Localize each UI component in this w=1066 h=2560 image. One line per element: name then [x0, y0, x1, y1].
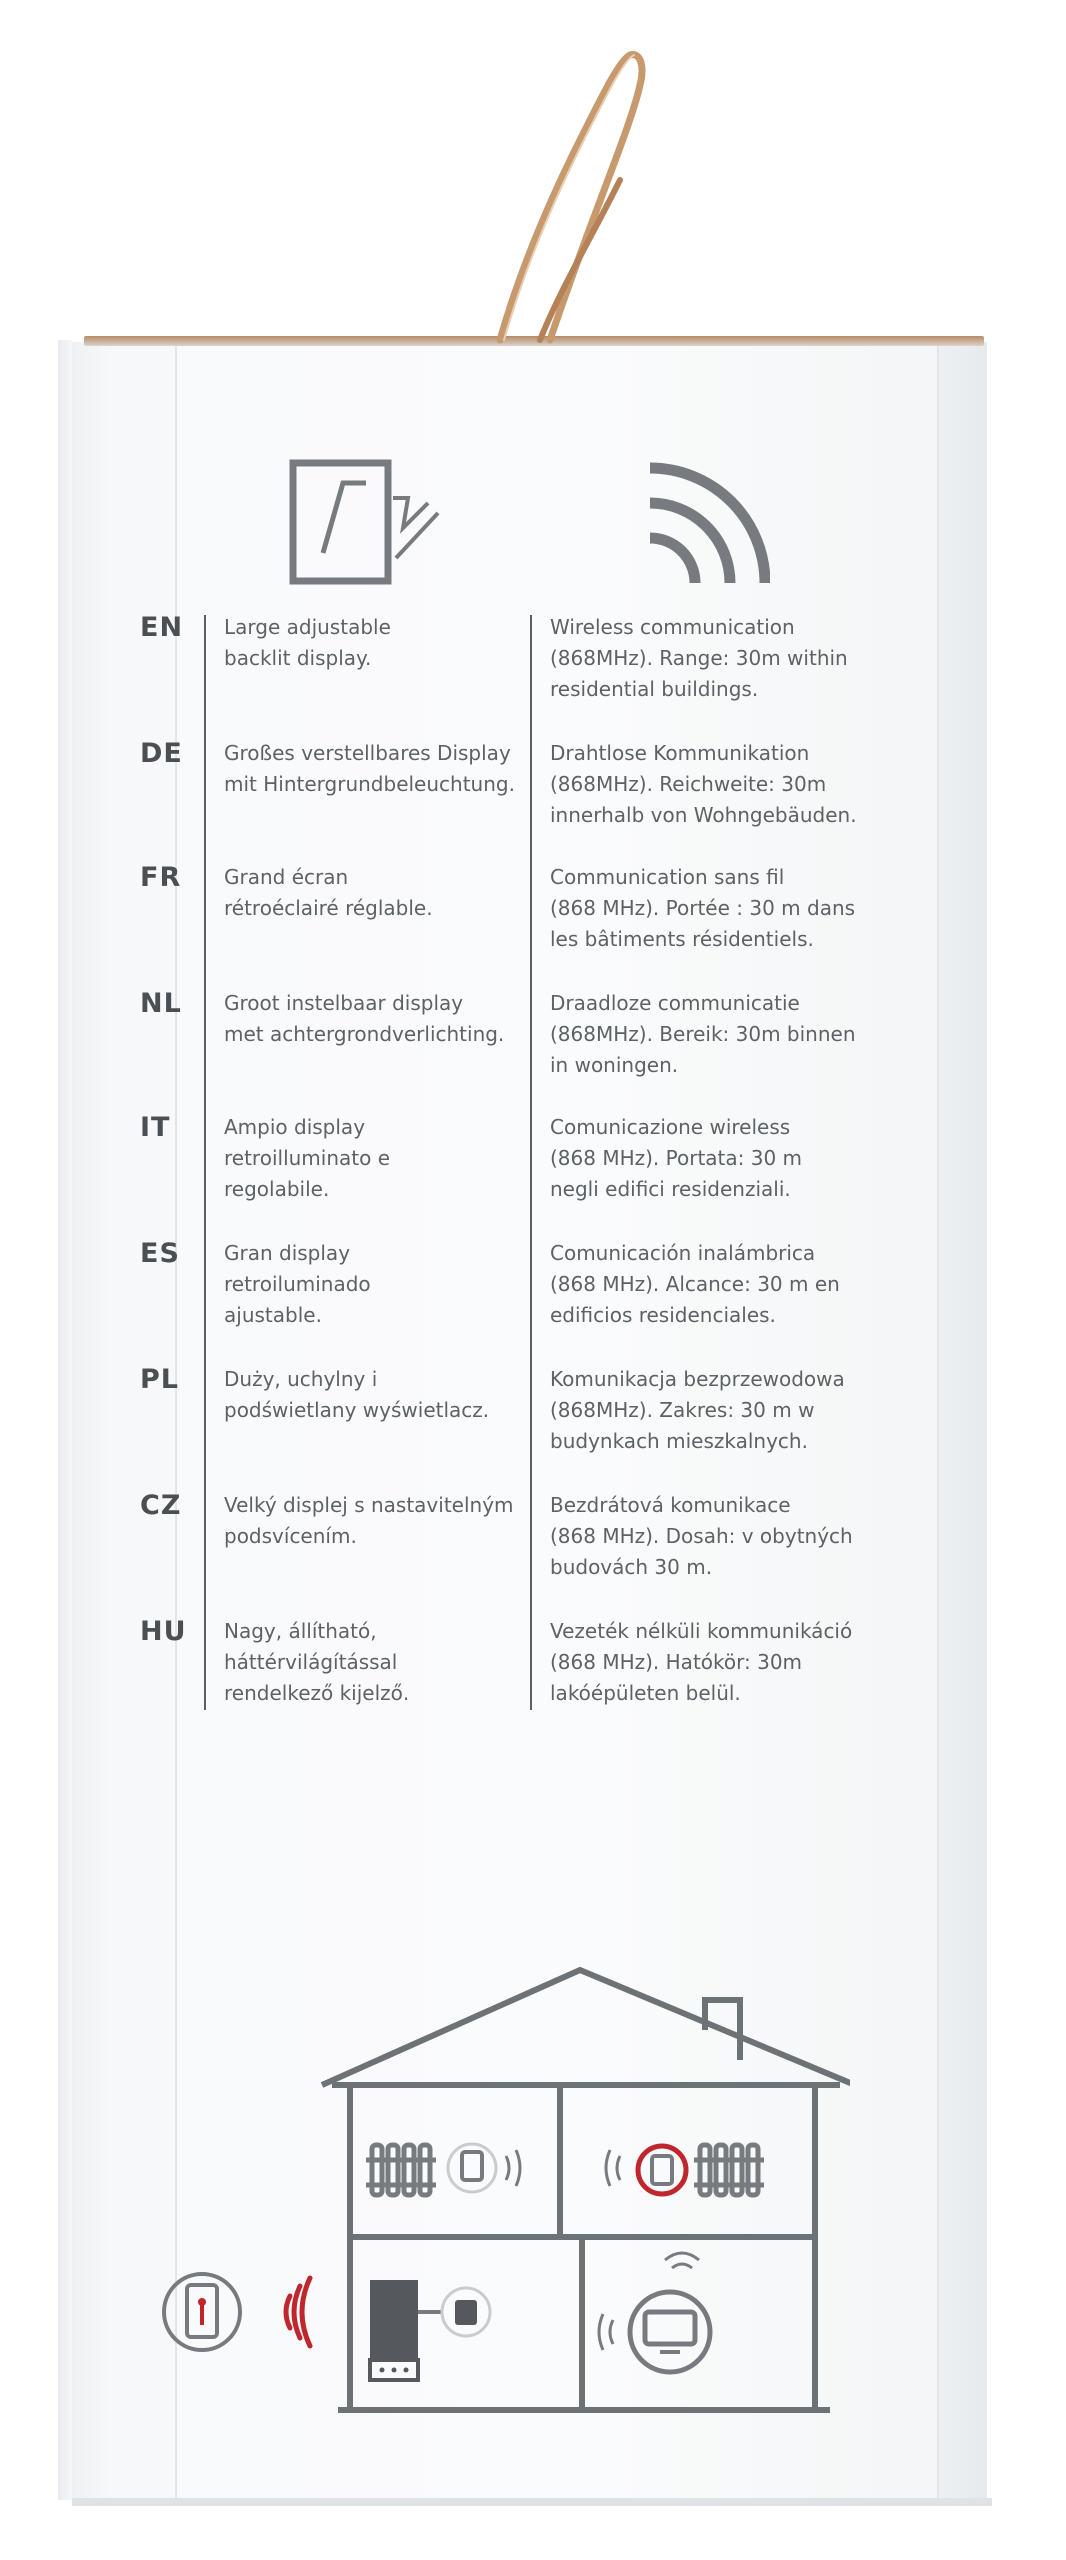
- display-feature-text: Large adjustable backlit display.: [224, 615, 391, 670]
- wireless-feature-text: Vezeték nélküli kommunikáció (868 MHz). Hatókör: 30m lakóépületen belül.: [550, 1619, 853, 1705]
- wireless-feature-text: Bezdrátová komunikace (868 MHz). Dosah: v obytných budovách 30 m.: [550, 1493, 853, 1579]
- radiator-icon: [694, 2145, 764, 2195]
- language-code: CZ: [140, 1490, 182, 1521]
- language-code: FR: [140, 862, 182, 893]
- language-code: HU: [140, 1616, 187, 1647]
- display-feature-text: Grand écran rétroéclairé réglable.: [224, 865, 433, 920]
- column-divider-left: [204, 615, 206, 1710]
- wireless-feature-text: Draadloze communicatie (868MHz). Bereik: 30m binnen in woningen.: [550, 991, 856, 1077]
- house-system-illustration: [150, 1960, 850, 2420]
- box-side-shadow: [58, 340, 72, 2500]
- display-feature-text: Gran display retroiluminado ajustable.: [224, 1241, 371, 1327]
- language-code: PL: [140, 1364, 179, 1395]
- box-bottom-edge: [72, 2498, 992, 2506]
- wireless-feature-text: Komunikacja bezprzewodowa (868MHz). Zakres: 30 m w budynkach mieszkalnych.: [550, 1367, 845, 1453]
- wireless-feature-text: Comunicazione wireless (868 MHz). Portata: 30 m negli edifici residenziali.: [550, 1115, 803, 1201]
- language-code: NL: [140, 988, 182, 1019]
- thermostat-icon: [606, 2146, 686, 2194]
- language-code: EN: [140, 612, 184, 643]
- smartphone-icon: [164, 2274, 240, 2350]
- thermostat-icon: [448, 2144, 520, 2192]
- language-code: IT: [140, 1112, 171, 1143]
- hanging-wire: [480, 40, 680, 350]
- wireless-feature-text: Communication sans fil (868 MHz). Portée : 30 m dans les bâtiments résidentiels.: [550, 865, 856, 951]
- display-feature-text: Groot instelbaar display met achtergrondverlichting.: [224, 991, 505, 1046]
- adjustable-backlit-display-icon: [288, 458, 448, 588]
- display-feature-text: Großes verstellbares Display mit Hintergrundbeleuchtung.: [224, 741, 515, 796]
- heating-controller-icon: [370, 2280, 490, 2380]
- wireless-signal-icon: [286, 2278, 310, 2346]
- radiator-icon: [366, 2145, 436, 2195]
- wireless-feature-text: Comunicación inalámbrica (868 MHz). Alcance: 30 m en edificios residenciales.: [550, 1241, 840, 1327]
- wireless-signal-icon: [640, 458, 770, 590]
- language-code: ES: [140, 1238, 180, 1269]
- display-feature-text: Nagy, állítható, háttérvilágítással rendelkező kijelző.: [224, 1619, 410, 1705]
- display-feature-text: Ampio display retroilluminato e regolabile.: [224, 1115, 391, 1201]
- display-feature-text: Duży, uchylny i podświetlany wyświetlacz.: [224, 1367, 490, 1422]
- thermostat-icon: [599, 2253, 710, 2372]
- wireless-feature-text: Wireless communication (868MHz). Range: 30m within residential buildings.: [550, 615, 848, 701]
- wireless-feature-text: Drahtlose Kommunikation (868MHz). Reichweite: 30m innerhalb von Wohngebäuden.: [550, 741, 857, 827]
- language-code: DE: [140, 738, 183, 769]
- column-divider-right: [530, 615, 532, 1710]
- display-feature-text: Velký displej s nastavitelným podsvícením.: [224, 1493, 514, 1548]
